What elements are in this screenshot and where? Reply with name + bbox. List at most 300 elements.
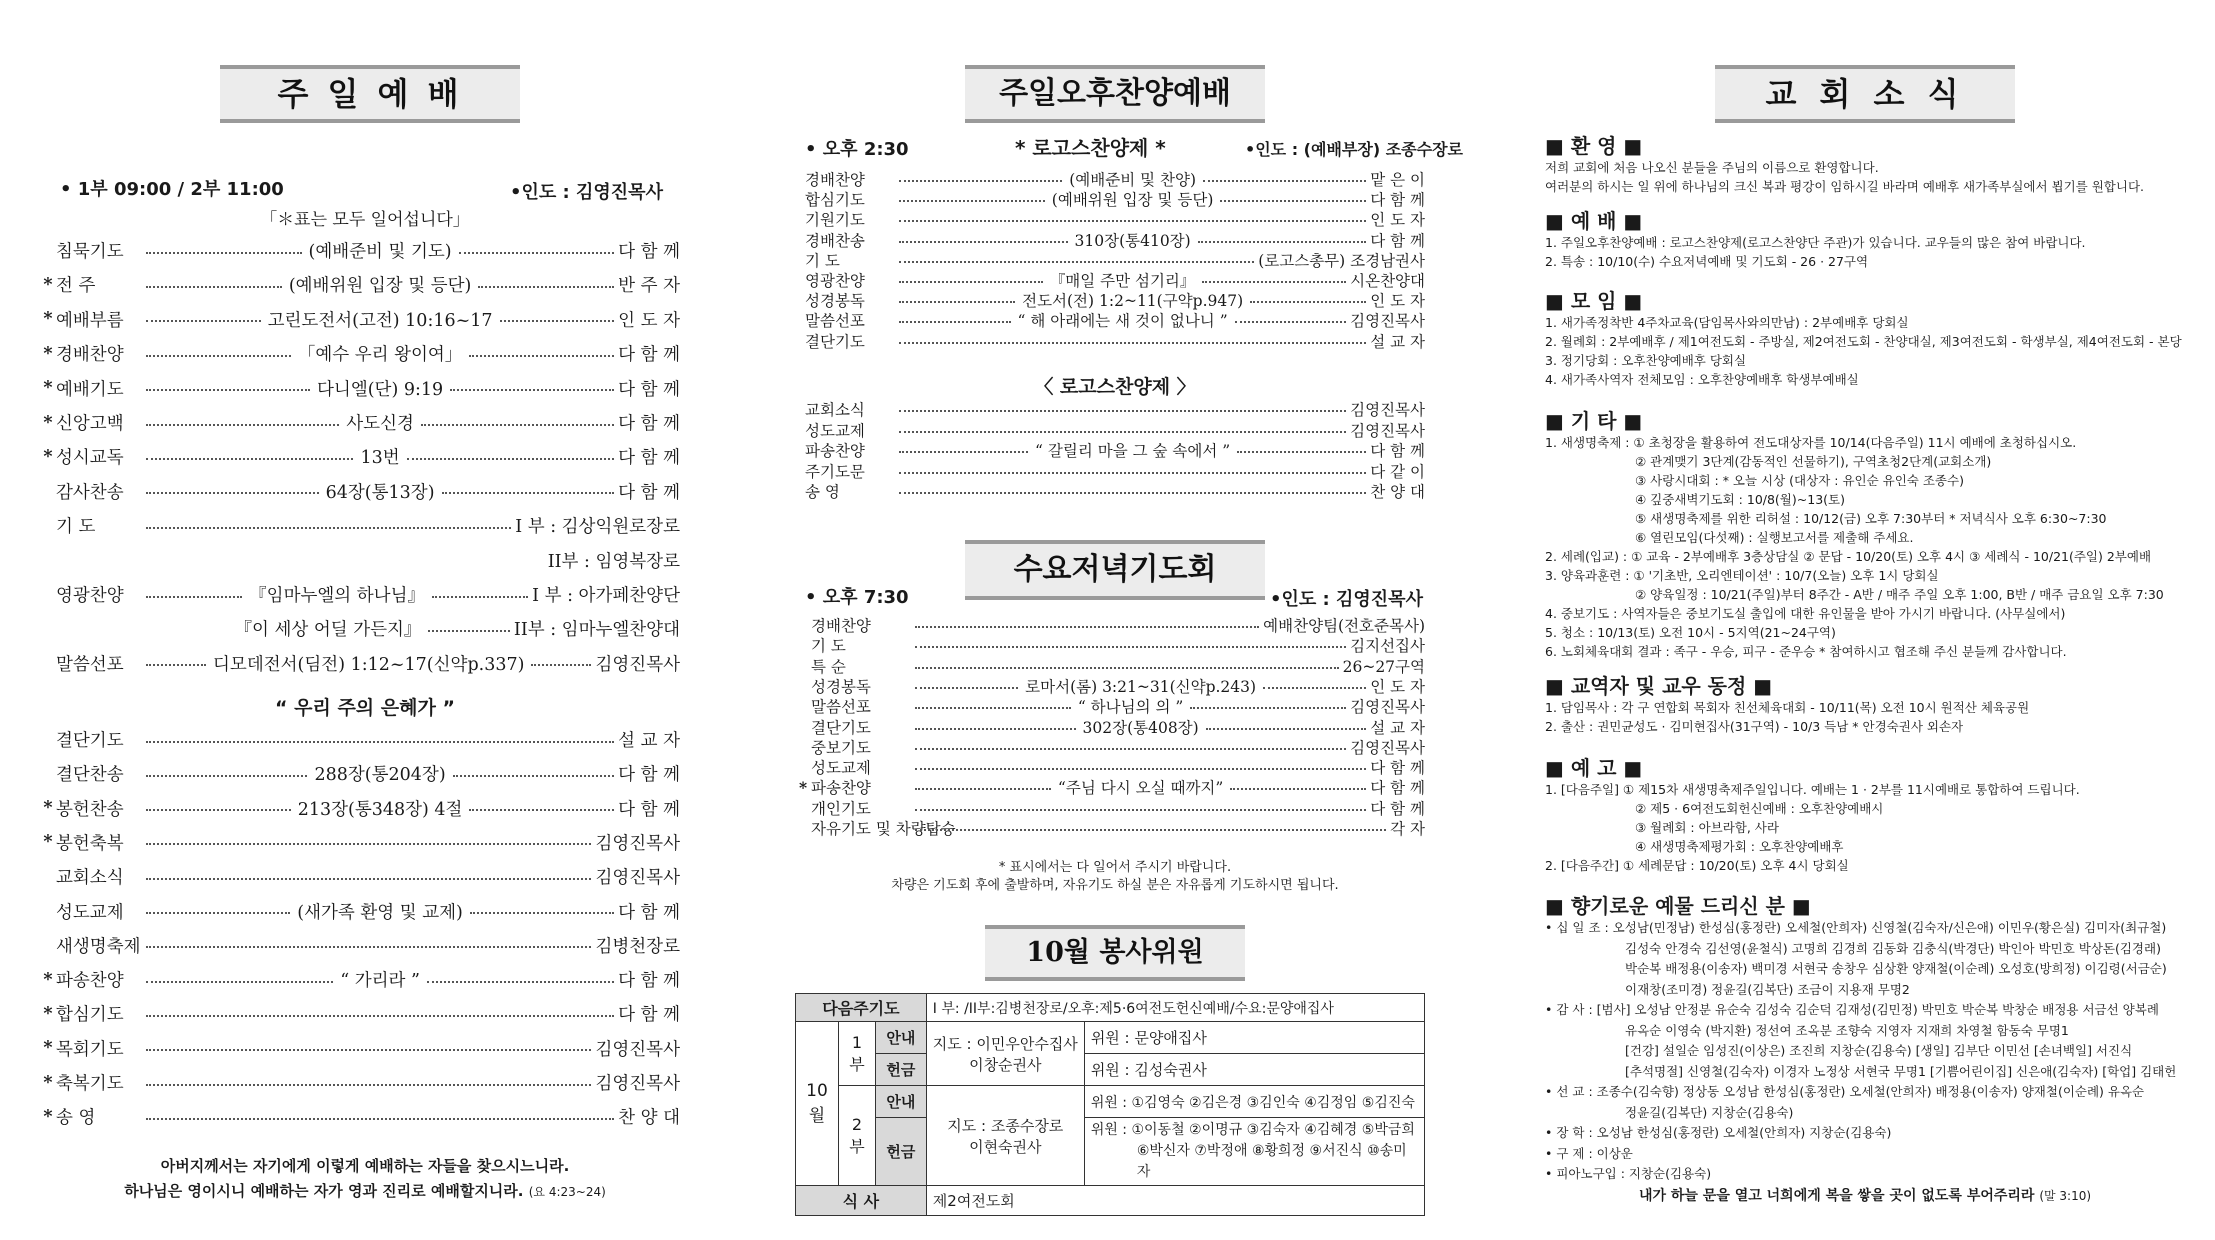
sunday-line	[40, 582, 680, 607]
order-person: 다 함 께	[618, 971, 681, 992]
sunday-line	[40, 307, 680, 332]
meal-row	[796, 1186, 1425, 1216]
sunday-line	[40, 651, 680, 676]
order-person: 설 교 자	[1370, 718, 1425, 737]
logos-subtitle: 〈 로고스찬양제 〉	[1034, 376, 1196, 398]
order-label: 침묵기도	[56, 242, 124, 262]
offer-item: [건강] 설일순 임성진(이상은) 조진희 지창순(김용숙) [생일] 김부단 이민선 [손녀백일] 서진식	[1625, 1043, 2133, 1058]
sunday-line	[40, 548, 680, 573]
order-label: 특 순	[811, 657, 846, 676]
dot-leader	[915, 788, 1051, 790]
meeting-heading: ■ 모 임 ■	[1545, 289, 1643, 313]
order-person: 다 함 께	[618, 414, 680, 434]
offer-item: • 구 제 : 이상운	[1545, 1145, 1633, 1161]
afternoon-line	[805, 208, 1425, 230]
dot-leader	[500, 320, 615, 322]
sunday2-line	[40, 1070, 680, 1095]
part1-offering-row	[796, 1054, 1425, 1086]
dot-leader	[1190, 707, 1346, 709]
afternoon-line	[805, 229, 1425, 251]
order-person: 인 도 자	[1370, 211, 1425, 230]
notice-item: ④ 새생명축제평가회 : 오후찬양예배후	[1635, 839, 1844, 854]
afternoon-line	[805, 330, 1425, 352]
order-person: 다 함 께	[618, 242, 680, 262]
order-person: 찬 양 대	[1370, 483, 1425, 502]
order-content: 다니엘(단) 9:19	[317, 379, 444, 400]
dot-leader	[915, 667, 1339, 669]
dot-leader	[1203, 180, 1366, 182]
part2-offering-row	[796, 1118, 1425, 1186]
dot-leader	[1230, 788, 1366, 790]
offer-item: • 감 사 : [범사] 오성남 안정분 유순숙 김성숙 김순덕 김재성(김민정) 박민호 박순복 박창순 배정용 서금선 양복례	[1545, 1002, 2159, 1017]
wednesday-title: 수요저녁기도회	[965, 540, 1265, 600]
notice-item: ② 제5 · 6여전도회헌신예배 : 오후찬양예배시	[1635, 801, 1884, 816]
order-label: 파송찬양	[805, 442, 865, 461]
order-person: 김영진목사	[1350, 401, 1425, 419]
order-label: 봉헌축복	[56, 833, 124, 854]
dot-leader	[915, 687, 1018, 689]
dot-leader	[899, 200, 1045, 202]
dot-leader	[915, 728, 1076, 730]
afternoon-time: • 오후 2:30	[805, 139, 909, 160]
order-label: 성도교제	[811, 759, 871, 778]
offer-item: 김성숙 안경숙 김선영(윤철식) 고명희 김경희 김동화 김충식(박경단) 박인아 박민호 박상돈(김경래)	[1625, 940, 2161, 956]
offer-item: 유옥순 이영숙 (박지환) 정선여 조옥분 조향숙 지영자 지재희 차영철 함동숙 무명1	[1625, 1022, 2069, 1038]
order-content: 『매일 주만 섬기리』	[1049, 272, 1196, 290]
order-label: 영광찬양	[805, 272, 865, 290]
order-label: 전 주	[56, 276, 96, 297]
offer-item: • 피아노구입 : 지창순(김용숙)	[1545, 1166, 1712, 1181]
offer-heading: ■ 향기로운 예물 드리신 분 ■	[1545, 894, 1811, 918]
meal-value: 제2여전도회	[926, 1186, 1424, 1216]
part2-guide-row	[796, 1086, 1425, 1118]
etc-item: 4. 중보기도 : 사역자들은 중보기도실 출입에 대한 유인물을 받아 가시기 바랍니다. (사무실에서)	[1545, 606, 2066, 621]
dot-leader	[146, 775, 307, 777]
dot-leader	[1250, 301, 1366, 303]
order-person: 김병천장로	[595, 936, 680, 957]
part1-guide-row	[796, 1022, 1425, 1054]
afternoon-line	[805, 289, 1425, 311]
wednesday-line	[795, 797, 1425, 819]
notice-item: ③ 월례회 : 아브라함, 사라	[1635, 820, 1779, 835]
standing-mark: *	[43, 446, 53, 467]
order-label: 자유기도 및 차량탑승	[811, 820, 956, 838]
etc-item: ⑤ 새생명축제를 위한 리허설 : 10/12(금) 오후 7:30부터 * 저녁식사 오후 6:30~7:30	[1635, 511, 2107, 526]
order-label: 성시교독	[56, 448, 124, 469]
next-prayer-label: 다음주기도	[796, 994, 927, 1022]
sermon-title: “ 우리 주의 은혜가 ”	[275, 697, 455, 719]
order-label: 결단기도	[811, 718, 871, 737]
offer-item: 정윤길(김복단) 지창순(김용숙)	[1625, 1104, 1794, 1120]
order-label: 경배찬양	[56, 345, 124, 366]
etc-item: 6. 노회체육대회 결과 : 족구 - 우승, 피구 - 준우승 * 참여하시고 협조해 주신 분들께 감사합니다.	[1545, 644, 2067, 659]
afternoon-worship-title: 주일오후찬양예배	[965, 65, 1265, 123]
order-person: 각 자	[1390, 820, 1425, 838]
dot-leader	[469, 809, 614, 811]
dot-leader	[469, 355, 614, 357]
wednesday-line	[795, 634, 1425, 656]
offer-item: • 선 교 : 조종수(김숙향) 정상동 오성남 한성심(홍정란) 오세철(안희자) 배정용(이송자) 양재철(이순례) 유옥순	[1545, 1084, 2145, 1099]
order-person: 김영진목사	[1350, 738, 1425, 757]
dot-leader	[899, 431, 1346, 433]
dot-leader	[470, 912, 614, 914]
order-person: 인 도 자	[1370, 292, 1426, 311]
dot-leader	[899, 180, 1062, 182]
afternoon2-line	[805, 460, 1425, 482]
dot-leader	[146, 809, 291, 811]
offer-item: [추석명절] 신영철(김숙자) 이경자 노정상 서현국 무명1 [기쁨어린이집] 신은애(김숙자) [학업] 김태헌	[1625, 1063, 2177, 1079]
order-label: 합심기도	[805, 191, 865, 210]
order-content: (예배위원 입장 및 등단)	[1051, 191, 1214, 210]
etc-item: ③ 사랑시대회 : * 오늘 시상 (대상자 : 유인순 유인숙 조종수)	[1635, 473, 1964, 488]
order-content: 전도서(전) 1:2~11(구약p.947)	[1022, 292, 1244, 311]
meeting-item: 1. 새가족정착반 4주차교육(담임목사와의만남) : 2부예배후 당회실	[1545, 315, 1909, 330]
etc-item: 2. 세례(입교) : ① 교육 - 2부예배후 3층상담실 ② 문답 - 10/20(토) 오후 4시 ③ 세례식 - 10/21(주일) 2부예배	[1545, 549, 2152, 564]
sunday-line	[40, 376, 680, 401]
dot-leader	[146, 252, 302, 254]
order-label: 송 영	[56, 1108, 96, 1129]
dot-leader	[146, 912, 290, 914]
order-person: 김영진목사	[595, 654, 681, 675]
wednesday-line	[795, 776, 1425, 798]
worship-item: 1. 주일오후찬양예배 : 로고스찬양제(로고스찬양단 주관)가 있습니다. 교우들의 많은 참여 바랍니다.	[1545, 235, 2086, 250]
order-label: 예배부름	[56, 310, 124, 331]
dot-leader	[146, 320, 261, 322]
order-person: 다 함 께	[1370, 779, 1426, 798]
sunday2-line	[40, 1036, 680, 1061]
order-label: 축복기도	[56, 1074, 124, 1094]
afternoon-line	[805, 249, 1425, 271]
sunday2-line	[40, 1104, 680, 1129]
sunday-service-time: • 1부 09:00 / 2부 11:00	[60, 179, 284, 200]
standing-mark: *	[43, 309, 53, 330]
sunday-line	[40, 272, 680, 297]
order-person: (로고스총무) 조경남권사	[1258, 251, 1425, 270]
dot-leader	[453, 775, 614, 777]
sunday2-line	[40, 761, 680, 786]
order-label: 말씀선포	[805, 312, 865, 331]
afternoon-leader: •인도 : (예배부장) 조종수장로	[1245, 140, 1463, 159]
afternoon-line	[805, 269, 1425, 291]
news-footer-verse-text: 내가 하늘 문을 열고 너희에게 복을 쌓을 곳이 없도록 부어주리라	[1638, 1188, 2035, 1204]
order-label: 성경봉독	[811, 677, 871, 696]
sunday-worship-title: 주 일 예 배	[220, 65, 520, 123]
order-person: 김영진목사	[595, 1074, 680, 1094]
standing-mark: *	[43, 798, 53, 819]
order-label: 합심기도	[56, 1005, 124, 1026]
staff-item: 1. 담임목사 : 각 구 연합회 목회자 친선체육대회 - 10/11(목) 오전 10시 원적산 체육공원	[1545, 700, 2030, 715]
order-person: 김영진목사	[595, 868, 680, 889]
order-person: 김영진목사	[1350, 312, 1425, 331]
part2-guide-members: 위원 : ①김영숙 ②김은경 ③김인숙 ④김정임 ⑤김진숙	[1084, 1086, 1424, 1118]
order-content: 310장(통410장)	[1074, 231, 1191, 250]
order-person: 김영진목사	[1350, 698, 1425, 717]
order-label: 주기도문	[805, 462, 865, 481]
order-label: 새생명축제	[56, 936, 141, 957]
part2-offering-members-1: 위원 : ①이동철 ②이명규 ③김숙자 ④김혜경 ⑤박금희	[1090, 1122, 1415, 1138]
dot-leader	[915, 829, 1386, 831]
dot-leader	[899, 241, 1068, 243]
dot-leader	[146, 1118, 614, 1120]
dot-leader	[146, 389, 310, 391]
standing-mark: *	[43, 274, 53, 295]
footer-verse-1: 아버지께서는 자기에게 이렇게 예배하는 자들을 찾으시느니라.	[160, 1157, 570, 1175]
order-label: 교회소식	[805, 401, 865, 419]
dot-leader	[146, 1015, 614, 1017]
sunday-line	[40, 410, 680, 435]
order-person: II부 : 임마누엘찬양대	[513, 620, 680, 641]
order-label: 개인기도	[811, 799, 871, 818]
order-content: 로마서(롬) 3:21~31(신약p.243)	[1025, 677, 1257, 696]
dot-leader	[1220, 200, 1366, 202]
dot-leader	[421, 424, 614, 426]
wednesday-line	[795, 817, 1425, 839]
order-person: 다 함 께	[1370, 191, 1426, 210]
order-label: 신앙고백	[56, 414, 124, 434]
order-person: 김영진목사	[595, 1039, 680, 1060]
order-person: 인 도 자	[1370, 677, 1425, 696]
part2-guide-label: 안내	[876, 1086, 927, 1118]
standing-mark: *	[43, 969, 53, 990]
order-label: 봉헌찬송	[56, 799, 124, 820]
order-label: 기 도	[805, 251, 840, 270]
etc-item: ④ 깊중새벽기도회 : 10/8(월)~13(토)	[1635, 492, 1845, 507]
order-content: “ 가리라 ”	[340, 971, 420, 992]
sunday2-line	[40, 933, 680, 958]
order-person: 다 함 께	[618, 345, 680, 366]
meeting-item: 2. 월례회 : 2부예배후 / 제1여전도회 - 주방실, 제2여전도회 - 찬양대실, 제3여전도회 - 학생부실, 제4여전도회 - 본당	[1545, 334, 2182, 349]
order-content: 디모데전서(딤전) 1:12~17(신약p.337)	[213, 654, 525, 675]
order-person: 맡 은 이	[1370, 171, 1426, 189]
part1-offering-label: 헌금	[876, 1054, 927, 1086]
order-label: 기 도	[56, 517, 96, 538]
dot-leader	[899, 261, 1254, 263]
order-content: “ 해 아래에는 새 것이 없나니 ”	[1017, 312, 1228, 331]
order-person: 김영진목사	[595, 833, 680, 854]
dot-leader	[146, 741, 614, 743]
dot-leader	[146, 424, 339, 426]
sunday2-line	[40, 796, 680, 821]
order-person: 다 같 이	[1370, 462, 1425, 481]
meeting-item: 4. 새가족사역자 전체모임 : 오후찬양예배후 학생부예배실	[1545, 372, 1859, 387]
dot-leader	[899, 472, 1366, 474]
welcome-item: 저희 교회에 처음 나오신 분들을 주님의 이름으로 환영합니다.	[1545, 160, 1879, 175]
standing-mark: *	[43, 1003, 53, 1024]
part1-guide-members: 위원 : 문양애집사	[1084, 1022, 1424, 1054]
order-content: 213장(통348장) 4절	[297, 799, 463, 820]
offer-item: 박순복 배정용(이송자) 백미경 서현국 송창우 심상환 양재철(이순례) 오성호(방희정) 이김령(서금순)	[1625, 961, 2167, 976]
standing-mark: *	[798, 777, 808, 797]
order-person: 김지선집사	[1350, 637, 1425, 656]
order-content: “ 하나님의 의 ”	[1077, 698, 1184, 717]
order-content: 『임마누엘의 하나님』	[249, 586, 425, 606]
sunday-line	[40, 616, 680, 641]
notice-item: 1. [다음주일] ① 제15차 새생명축제주일입니다. 예배는 1 · 2부를 11시예배로 통합하여 드립니다.	[1545, 782, 2080, 797]
etc-item: 5. 청소 : 10/13(토) 오전 10시 - 5지역(21~24구역)	[1545, 625, 1836, 640]
order-person: 다 함 께	[1370, 231, 1425, 250]
part1-lead: 지도 : 이민우안수집사 이창순권사	[926, 1022, 1084, 1086]
sunday2-line	[40, 967, 680, 992]
wednesday-line	[795, 675, 1425, 697]
meal-label: 식 사	[796, 1186, 927, 1216]
standing-mark: *	[43, 1106, 53, 1127]
sunday-line	[40, 238, 680, 263]
order-person: 다 함 께	[1370, 442, 1425, 461]
part2-offering-label: 헌금	[876, 1118, 927, 1186]
part2-offering-members	[1084, 1118, 1424, 1186]
order-content: (예배준비 및 기도)	[308, 242, 452, 262]
order-label: 감사찬송	[56, 482, 124, 503]
standing-mark: *	[43, 832, 53, 853]
month-cell: 10월	[796, 1022, 839, 1186]
wednesday-time: • 오후 7:30	[805, 587, 909, 608]
etc-item: 3. 양육과훈련 : ① '기초반, 오리엔테이션' : 10/7(오늘) 오후 1시 당회실	[1545, 568, 1939, 583]
order-person: 다 함 께	[1370, 799, 1425, 818]
afternoon2-line	[805, 398, 1425, 420]
staff-heading: ■ 교역자 및 교우 동정 ■	[1545, 674, 1773, 698]
etc-item: ⑥ 열린모임(다섯째) : 실행보고서를 제출해 주세요.	[1635, 530, 1914, 545]
order-label: 성도교제	[56, 902, 124, 923]
order-label: 성경봉독	[805, 292, 865, 311]
dot-leader	[1235, 321, 1347, 323]
order-person: I 부 : 김상익원로장로	[515, 517, 680, 538]
order-label: 파송찬양	[56, 971, 124, 992]
notice-item: 2. [다음주간] ① 세례문답 : 10/20(토) 오후 4시 당회실	[1545, 858, 1849, 873]
dot-leader	[146, 878, 591, 880]
dot-leader	[899, 492, 1366, 494]
dot-leader	[146, 596, 242, 598]
worship-item: 2. 특송 : 10/10(수) 수요저녁예배 및 기도회 - 26 · 27구역	[1545, 254, 1869, 269]
order-person: 찬 양 대	[618, 1108, 680, 1129]
order-content: (예배준비 및 찬양)	[1069, 171, 1196, 189]
part2-cell: 2부	[839, 1086, 876, 1186]
stand-note: 「＊표는 모두 일어섭니다」	[260, 210, 470, 230]
order-person: 다 함 께	[618, 799, 680, 820]
order-person: 김영진목사	[1350, 421, 1425, 440]
order-content: “ 갈릴리 마을 그 숲 속에서 ”	[1035, 442, 1231, 461]
dot-leader	[407, 458, 614, 460]
order-label: 파송찬양	[811, 779, 871, 798]
wednesday-line	[795, 614, 1425, 636]
dot-leader	[915, 748, 1346, 750]
order-label: 성도교제	[805, 421, 865, 440]
standing-mark: *	[43, 343, 53, 364]
dot-leader	[459, 252, 615, 254]
part1-offering-members: 위원 : 김성숙권사	[1084, 1054, 1424, 1086]
dot-leader	[899, 321, 1011, 323]
meeting-item: 3. 정기당회 : 오후찬양예배후 당회실	[1545, 353, 1747, 368]
news-footer-verse-ref: (말 3:10)	[2039, 1189, 2092, 1203]
order-person: 반 주 자	[618, 276, 680, 297]
notice-heading: ■ 예 고 ■	[1545, 756, 1643, 780]
etc-heading: ■ 기 타 ■	[1545, 409, 1643, 433]
etc-item: ② 양육일정 : 10/21(주일)부터 8주간 - A반 / 매주 주일 오후 1:00, B반 / 매주 금요일 오후 7:30	[1635, 587, 2164, 602]
offer-item: • 장 학 : 오성남 한성심(홍정란) 오세철(안희자) 지창순(김용숙)	[1545, 1125, 1892, 1140]
footer-verse-2-text: 하나님은 영이시니 예배하는 자가 영과 진리로 예배할지니라.	[124, 1182, 524, 1200]
dot-leader	[1198, 241, 1367, 243]
sunday-line	[40, 479, 680, 504]
footer-verse-2	[40, 1180, 690, 1201]
order-content: 「예수 우리 왕이여」	[297, 345, 463, 366]
sunday2-line	[40, 727, 680, 752]
dot-leader	[146, 843, 591, 845]
sunday-line	[40, 513, 680, 538]
dot-leader	[915, 707, 1071, 709]
afternoon2-line	[805, 480, 1425, 502]
sunday2-line	[40, 830, 680, 855]
dot-leader	[146, 492, 319, 494]
dot-leader	[146, 981, 333, 983]
dot-leader	[915, 809, 1366, 811]
order-person: 다 함 께	[618, 765, 680, 786]
order-label: 결단찬송	[56, 765, 124, 786]
sunday-line	[40, 341, 680, 366]
part1-guide-label: 안내	[876, 1022, 927, 1054]
dot-leader	[146, 1084, 591, 1086]
dot-leader	[899, 220, 1366, 222]
dot-leader	[146, 527, 511, 529]
dot-leader	[146, 1049, 591, 1051]
servants-table	[795, 993, 1425, 1216]
dot-leader	[146, 286, 282, 288]
order-label: 말씀선포	[56, 654, 124, 675]
dot-leader	[432, 596, 528, 598]
order-person: 다 함 께	[618, 448, 680, 469]
dot-leader	[915, 646, 1346, 648]
order-person: 다 함 께	[1370, 759, 1425, 778]
part1-cell: 1부	[839, 1022, 876, 1086]
etc-item: ② 관계맺기 3단계(감동적인 선물하기), 구역초청2단계(교회소개)	[1635, 454, 1992, 469]
dot-leader	[478, 286, 614, 288]
standing-mark: *	[43, 412, 53, 433]
sunday2-line	[40, 899, 680, 924]
wednesday-line	[795, 716, 1425, 738]
dot-leader	[899, 301, 1015, 303]
wednesday-line	[795, 756, 1425, 778]
dot-leader	[915, 626, 1259, 628]
order-person: II부 : 임영복장로	[547, 551, 680, 572]
standing-mark: *	[43, 1038, 53, 1059]
dot-leader	[146, 664, 206, 666]
staff-item: 2. 출산 : 권민균성도 · 김미현집사(31구역) - 10/3 득남 * 안경숙권사 외손자	[1545, 719, 1964, 734]
sunday2-line	[40, 864, 680, 889]
order-person: I 부 : 아가페찬양단	[532, 586, 680, 606]
dot-leader	[146, 355, 291, 357]
next-prayer-row	[796, 994, 1425, 1022]
logos-title: * 로고스찬양제 *	[1015, 136, 1166, 160]
dot-leader	[899, 451, 1028, 453]
dot-leader	[450, 389, 614, 391]
welcome-heading: ■ 환 영 ■	[1545, 134, 1643, 158]
part2-lead: 지도 : 조종수장로 이현숙권사	[926, 1086, 1084, 1186]
order-content: 고린도전서(고전) 10:16~17	[267, 310, 493, 331]
next-prayer-value: I 부: /II부:김병천장로/오후:제5·6여전도헌신예배/수요:문양애집사	[926, 994, 1424, 1022]
dot-leader	[442, 492, 615, 494]
sunday-service-leader: •인도 : 김영진목사	[510, 182, 663, 203]
order-person: 예배찬양팀(전호준목사)	[1263, 617, 1425, 635]
wednesday-line	[795, 655, 1425, 677]
offer-item: 이재창(조미경) 정윤길(김복단) 조금이 지용재 무명2	[1625, 981, 1910, 997]
part2-offering-members-2: ⑥박신자 ⑦박정애 ⑧황희정 ⑨서진식 ⑩송미자	[1136, 1143, 1407, 1180]
afternoon-line	[805, 309, 1425, 331]
dot-leader	[427, 981, 614, 983]
order-label: 기원기도	[805, 211, 865, 230]
order-content: 302장(통408장)	[1082, 718, 1199, 737]
order-label: 중보기도	[811, 738, 871, 757]
order-person: 다 함 께	[618, 482, 680, 503]
order-person: 설 교 자	[618, 731, 680, 751]
order-label: 말씀선포	[811, 698, 871, 717]
